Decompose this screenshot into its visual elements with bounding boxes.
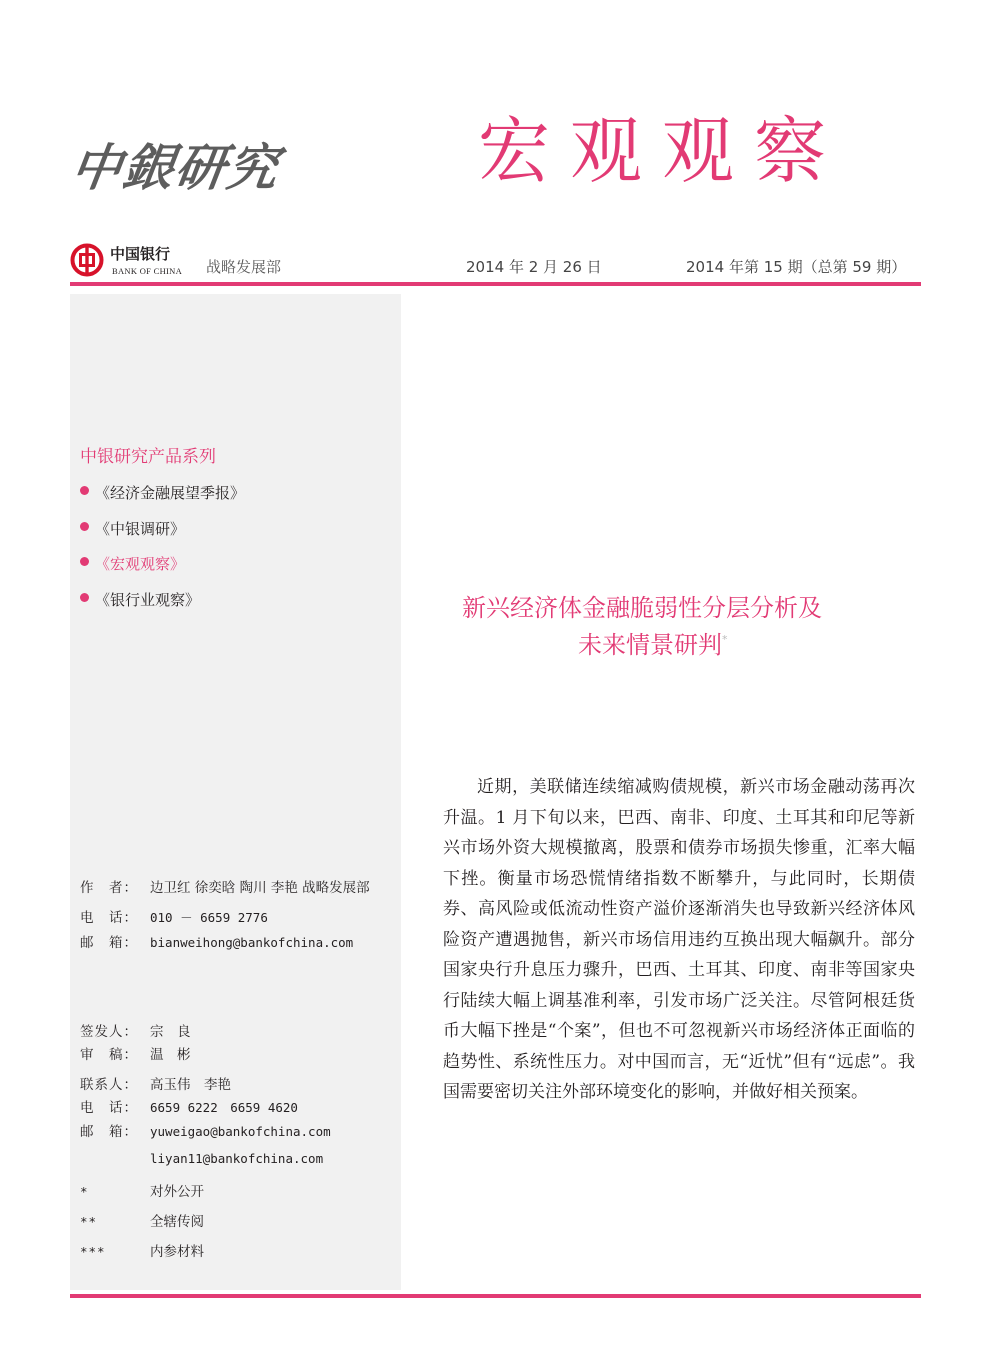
issue-number: 2014 年第 15 期（总第 59 期） bbox=[686, 258, 907, 276]
series-item-active: 《宏观观察》 bbox=[80, 553, 245, 589]
series-list bbox=[80, 482, 245, 624]
article-title bbox=[462, 590, 922, 664]
bullet-icon bbox=[80, 522, 89, 531]
footer-divider bbox=[70, 1294, 921, 1298]
classification-row: ** 全辖传阅 bbox=[80, 1214, 204, 1230]
article-title-line-1: 新兴经济体金融脆弱性分层分析及 bbox=[462, 594, 822, 622]
author-row: 作 者： 边卫红 徐奕晗 陶川 李艳 战略发展部 bbox=[80, 880, 370, 896]
series-title: 中银研究产品系列 bbox=[80, 447, 216, 467]
series-item: 《中银调研》 bbox=[80, 518, 245, 554]
contact-phone-row: 电 话： 6659 6222 6659 4620 bbox=[80, 1100, 298, 1116]
series-item: 《经济金融展望季报》 bbox=[80, 482, 245, 518]
article-summary: 近期，美联储连续缩减购债规模，新兴市场金融动荡再次升温。1 月下旬以来，巴西、南非、印度、土耳其和印尼等新兴市场外资大规模撤离，股票和债券市场损失惨重，汇率大幅下挫。衡量市场恐慌情绪指数不断攀升，与此同时，长期债券、高风险或低流动性资产溢价逐渐消失也导致新兴经济体风险资产遭遇抛售，新兴市场信用违约互换出现大幅飙升。部分国家央行升息压力骤升，巴西、土耳其、印度、南非等国家央行陆续大幅上调基准利率，引发市场广泛关注。尽管阿根廷货币大幅下挫是“个案”，但也不可忽视新兴市场经济体正面临的趋势性、系统性压力。对中国而言，无“近忧”但有“远虑”。我国需要密切关注外部环境变化的影响，并做好相关预案。 bbox=[443, 777, 915, 1102]
header-divider bbox=[70, 282, 921, 286]
article-title-line-2: 未来情景研判* bbox=[578, 631, 728, 659]
bank-name-cn: 中国银行 bbox=[110, 245, 171, 263]
reviewer-row: 审 稿： 温 彬 bbox=[80, 1047, 191, 1063]
department: 战略发展部 bbox=[206, 258, 282, 276]
contact-email-row: 邮 箱： yuweigao@bankofchina.com bbox=[80, 1124, 331, 1140]
publication-date: 2014 年 2 月 26 日 bbox=[466, 258, 602, 276]
bank-name-en: BANK OF CHINA bbox=[112, 266, 183, 276]
contact-email-row-2: liyan11@bankofchina.com bbox=[150, 1151, 324, 1166]
publication-title: 宏观观察 bbox=[478, 109, 847, 193]
boc-research-logo: 中銀研究 bbox=[67, 138, 284, 197]
classification-row: * 对外公开 bbox=[80, 1184, 204, 1200]
bullet-icon bbox=[80, 486, 89, 495]
bank-of-china-emblem-icon bbox=[70, 243, 104, 277]
bullet-icon bbox=[80, 593, 89, 602]
signer-row: 签发人： 宗 良 bbox=[80, 1024, 191, 1040]
contact-row: 联系人： 高玉伟 李艳 bbox=[80, 1077, 231, 1093]
footnote-mark: * bbox=[722, 633, 728, 646]
classification-row: *** 内参材料 bbox=[80, 1244, 204, 1260]
series-item: 《银行业观察》 bbox=[80, 589, 245, 625]
author-phone-row: 电 话： 010 － 6659 2776 bbox=[80, 910, 268, 926]
bullet-icon bbox=[80, 557, 89, 566]
author-email-row: 邮 箱： bianweihong@bankofchina.com bbox=[80, 935, 354, 951]
